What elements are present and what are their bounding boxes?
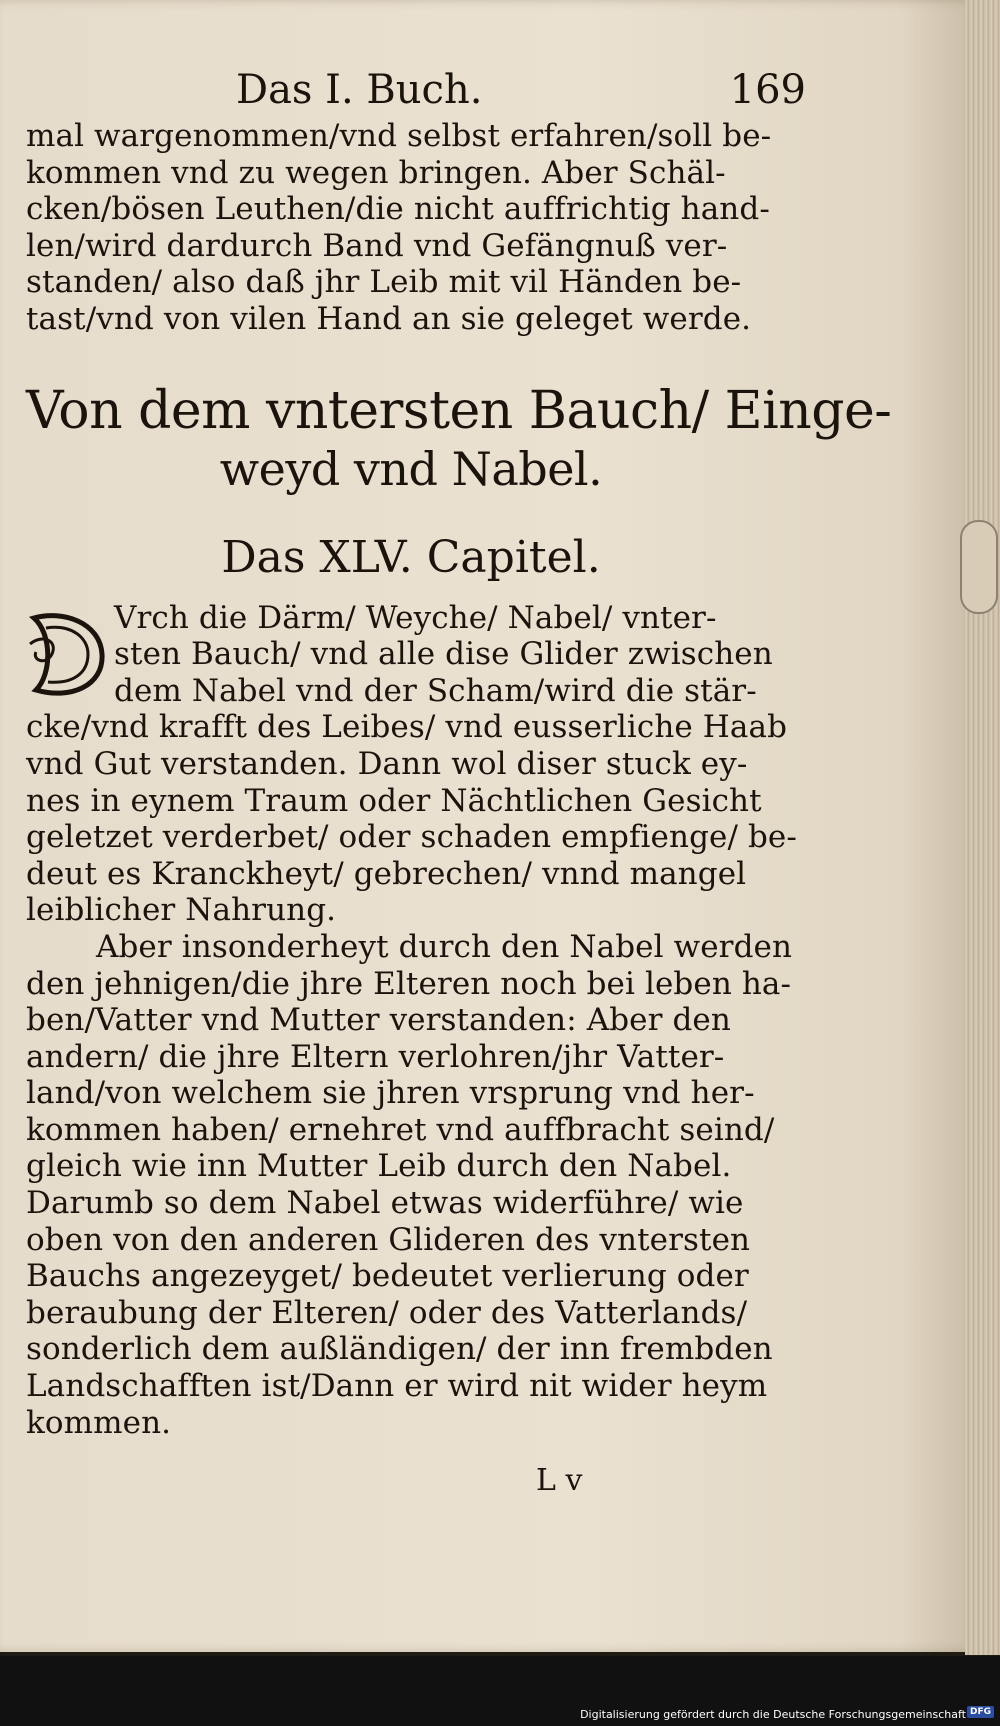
text-line: kommen haben/ ernehret vnd auffbracht seind/ xyxy=(26,1111,775,1148)
page-text xyxy=(26,62,892,1499)
text-line: geletzet verderbet/ oder schaden empfienge/ be- xyxy=(26,819,797,856)
page-header xyxy=(26,62,806,118)
text-line: sonderlich dem außländigen/ der inn frembden xyxy=(26,1331,773,1368)
text-line: dem Nabel vnd der Scham/wird die stär- xyxy=(114,672,757,709)
page-edge xyxy=(965,0,1000,1655)
text-line: Aber insonderheyt durch den Nabel werden xyxy=(96,928,793,965)
ornamental-initial-d-icon xyxy=(22,604,112,704)
text-line: deut es Kranckheyt/ gebrechen/ vnnd mangel xyxy=(26,855,747,892)
text-line: leiblicher Nahrung. xyxy=(26,892,337,929)
text-line: cke/vnd krafft des Leibes/ vnd eusserliche Haab xyxy=(26,709,788,746)
text-line: ben/Vatter vnd Mutter verstanden: Aber den xyxy=(26,1002,731,1039)
clasp xyxy=(960,520,998,614)
running-title: Das I. Buch. xyxy=(236,67,483,113)
text-line: vnd Gut verstanden. Dann wol diser stuck ey- xyxy=(26,745,748,782)
text-line: mal wargenommen/vnd selbst erfahren/soll be- xyxy=(26,118,772,154)
text-line: Vrch die Därm/ Weyche/ Nabel/ vnter- xyxy=(114,599,717,636)
text-line: sten Bauch/ vnd alle dise Glider zwischen xyxy=(114,636,773,673)
text-line: Bauchs angezeyget/ bedeutet verlierung oder xyxy=(26,1258,749,1295)
text-line: beraubung der Elteren/ oder des Vatterlands/ xyxy=(26,1294,748,1331)
text-line: den jehnigen/die jhre Elteren noch bei leben ha- xyxy=(26,965,792,1002)
text-line: nes in eynem Traum oder Nächtlichen Gesicht xyxy=(26,782,762,819)
text-line: land/von welchem sie jhren vrsprung vnd her- xyxy=(26,1075,755,1112)
text-line: cken/bösen Leuthen/die nicht auffrichtig hand- xyxy=(26,191,770,228)
section-heading-line-1: Von dem vntersten Bauch/ Einge- xyxy=(26,380,892,441)
text-line: Landschafften ist/Dann er wird nit wider heym xyxy=(26,1368,768,1405)
printer-signature: L v xyxy=(536,1463,583,1499)
footer-bar xyxy=(0,1656,1000,1726)
text-line: kommen. xyxy=(26,1404,172,1441)
section-heading-line-2: weyd vnd Nabel. xyxy=(219,441,603,496)
paragraph-1 xyxy=(26,600,796,929)
chapter-title: Das XLV. Capitel. xyxy=(221,531,601,583)
funding-credit: Digitalisierung gefördert durch die Deutsche Forschungsgemeinschaft xyxy=(580,1708,966,1721)
dfg-logo: DFG xyxy=(967,1706,994,1718)
continued-paragraph xyxy=(26,118,796,338)
text-line: andern/ die jhre Eltern verlohren/jhr Vatter- xyxy=(26,1038,725,1075)
page-number: 169 xyxy=(729,67,806,113)
text-line: standen/ also daß jhr Leib mit vil Händen be- xyxy=(26,264,742,301)
text-line: oben von den anderen Glideren des vntersten xyxy=(26,1221,751,1258)
paragraph-2 xyxy=(26,929,796,1441)
text-line: tast/vnd von vilen Hand an sie geleget werde. xyxy=(26,300,752,337)
text-line: kommen vnd zu wegen bringen. Aber Schäl- xyxy=(26,154,726,191)
text-line: gleich wie inn Mutter Leib durch den Nabel. xyxy=(26,1148,732,1185)
text-line: Darumb so dem Nabel etwas widerführe/ wie xyxy=(26,1185,744,1222)
text-line: len/wird dardurch Band vnd Gefängnuß ver- xyxy=(26,227,728,264)
